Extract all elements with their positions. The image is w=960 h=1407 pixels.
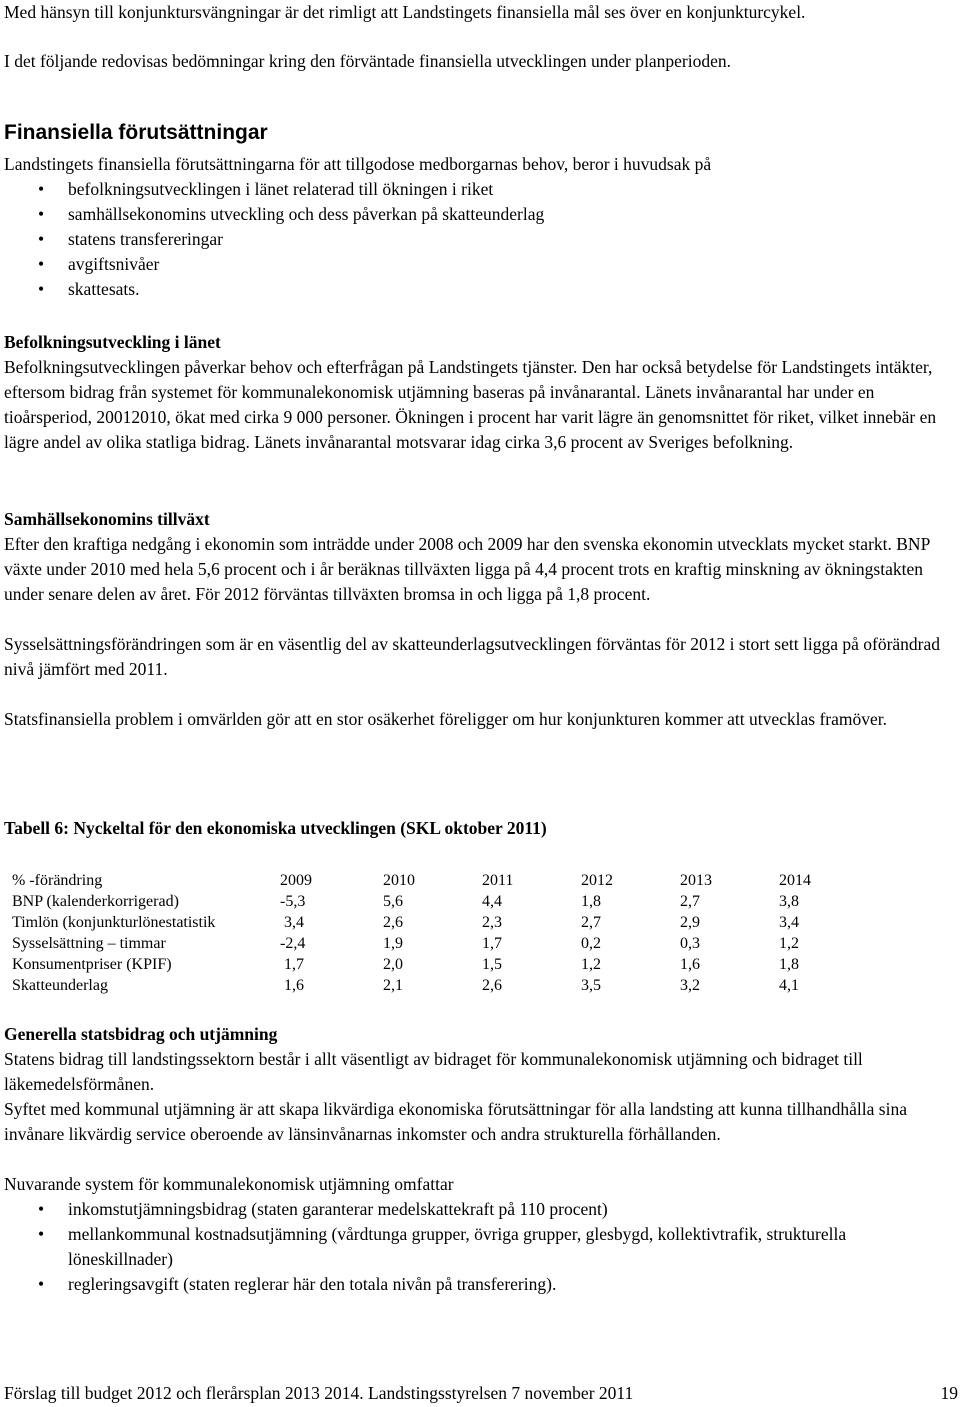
- statsbidrag-paragraph-3: Nuvarande system för kommunalekonomisk utjämning omfattar: [4, 1174, 454, 1194]
- table-cell: 2,9: [680, 914, 700, 931]
- footer-text: Förslag till budget 2012 och flerårsplan 2013 2014. Landstingsstyrelsen 7 november 2011: [4, 1383, 634, 1403]
- list-item: • avgiftsnivåer: [4, 252, 954, 277]
- table-row: [12, 912, 878, 933]
- table-cell: 1,6: [284, 977, 304, 994]
- befolkning-section: [4, 330, 954, 455]
- list-item: • skattesats.: [4, 277, 954, 302]
- intro-paragraph-2: I det följande redovisas bedömningar kring den förväntade finansiella utvecklingen under planperioden.: [4, 51, 731, 71]
- list-item: • samhällsekonomins utveckling och dess påverkan på skatteunderlag: [4, 202, 954, 227]
- table-cell: 4,1: [779, 977, 799, 994]
- table-cell: 1,8: [581, 893, 601, 910]
- table-header-cell: % -förändring: [12, 872, 103, 889]
- table-header-cell: 2009: [280, 872, 312, 889]
- table-cell: 1,9: [383, 935, 403, 952]
- table-header-cell: 2012: [581, 872, 613, 889]
- heading-finansiella: Finansiella förutsättningar: [4, 121, 268, 144]
- table-caption: Tabell 6: Nyckeltal för den ekonomiska utvecklingen (SKL oktober 2011): [4, 818, 547, 838]
- table-cell: Sysselsättning – timmar: [12, 935, 166, 952]
- table-cell: 3,8: [779, 893, 799, 910]
- list-item: • inkomstutjämningsbidrag (staten garanterar medelskattekraft på 110 procent): [4, 1197, 954, 1222]
- table-cell: 2,6: [482, 977, 502, 994]
- statsbidrag-paragraph-1: Statens bidrag till landstingssektorn består i allt väsentligt av bidraget för kommunalekonomisk utjämning och bidraget till läkemedelsförmånen.: [4, 1049, 863, 1094]
- table-cell: 2,0: [383, 956, 403, 973]
- statsbidrag-section: [4, 1022, 954, 1297]
- table-header-cell: 2010: [383, 872, 415, 889]
- table-cell: 0,3: [680, 935, 700, 952]
- finansiella-bullet-list: [4, 177, 954, 302]
- heading-befolkning: Befolkningsutveckling i länet: [4, 332, 221, 352]
- table-cell: 1,2: [779, 935, 799, 952]
- table-cell: -5,3: [280, 893, 306, 910]
- table-cell: -2,4: [280, 935, 306, 952]
- table-cell: 4,4: [482, 893, 502, 910]
- table-cell: Konsumentpriser (KPIF): [12, 956, 172, 973]
- list-item: • mellankommunal kostnadsutjämning (vårdtunga grupper, övriga grupper, glesbygd, kollektivtrafik, strukturella löneskillnader): [4, 1222, 954, 1272]
- table-header-row: [12, 870, 878, 891]
- list-item: • regleringsavgift (staten reglerar här den totala nivån på transferering).: [4, 1272, 954, 1297]
- table-cell: 1,6: [680, 956, 700, 973]
- table-cell: Timlön (konjunkturlönestatistik: [12, 914, 216, 931]
- table-cell: BNP (kalenderkorrigerad): [12, 893, 179, 910]
- table-cell: 1,8: [779, 956, 799, 973]
- list-item: • befolkningsutvecklingen i länet relaterad till ökningen i riket: [4, 177, 954, 202]
- page-footer: [4, 1382, 960, 1404]
- statsbidrag-paragraph-2: Syftet med kommunal utjämning är att skapa likvärdiga ekonomiska förutsättningar för alla landsting att kunna tillhandhålla sina invånare likvärdig service oberoende av länsinvånarnas inkomster och andra strukturella förhållanden.: [4, 1099, 907, 1144]
- statsbidrag-bullet-list: [4, 1197, 954, 1297]
- table-cell: 5,6: [383, 893, 403, 910]
- finansiella-section: [4, 152, 954, 302]
- table-row: [12, 975, 878, 996]
- nyckeltal-table: [12, 870, 878, 996]
- table-cell: 2,1: [383, 977, 403, 994]
- table-cell: 2,6: [383, 914, 403, 931]
- table-header-cell: 2014: [779, 872, 811, 889]
- page-number: 19: [940, 1383, 958, 1403]
- table-cell: 0,2: [581, 935, 601, 952]
- samhall-paragraph-2: Sysselsättningsförändringen som är en väsentlig del av skatteunderlagsutvecklingen förväntas för 2012 i stort sett ligga på oförändrad nivå jämfört med 2011.: [4, 634, 941, 679]
- table-cell: Skatteunderlag: [12, 977, 108, 994]
- heading-statsbidrag: Generella statsbidrag och utjämning: [4, 1024, 278, 1044]
- table-cell: 3,4: [284, 914, 304, 931]
- table-cell: 3,5: [581, 977, 601, 994]
- finansiella-lead: Landstingets finansiella förutsättningarna för att tillgodose medborgarnas behov, beror i huvudsak på: [4, 154, 712, 174]
- intro-paragraph-1: Med hänsyn till konjunktursvängningar är det rimligt att Landstingets finansiella mål ses över en konjunkturcykel.: [4, 2, 806, 22]
- heading-samhall: Samhällsekonomins tillväxt: [4, 509, 210, 529]
- table-cell: 2,7: [680, 893, 700, 910]
- samhall-paragraph-3: Statsfinansiella problem i omvärlden gör att en stor osäkerhet föreligger om hur konjunkturen kommer att utvecklas framöver.: [4, 709, 888, 729]
- table-cell: 1,7: [482, 935, 502, 952]
- table-header-cell: 2013: [680, 872, 712, 889]
- table-row: [12, 933, 878, 954]
- samhall-paragraph-1: Efter den kraftiga nedgång i ekonomin som inträdde under 2008 och 2009 har den svenska ekonomin utvecklats mycket starkt. BNP växte under 2010 med hela 5,6 procent och i år beräknas tillväxten ligga på 4,4 procent trots en kraftig minskning av ökningstakten under senare delen av året. För 2012 förväntas tillväxten bromsa in och ligga på 1,8 procent.: [4, 534, 930, 604]
- table-cell: 3,4: [779, 914, 799, 931]
- samhall-section: [4, 507, 954, 732]
- table-cell: 1,2: [581, 956, 601, 973]
- table-cell: 3,2: [680, 977, 700, 994]
- table-cell: 1,5: [482, 956, 502, 973]
- table-row: [12, 954, 878, 975]
- table-cell: 2,3: [482, 914, 502, 931]
- table-cell: 1,7: [284, 956, 304, 973]
- befolkning-paragraph: Befolkningsutvecklingen påverkar behov och efterfrågan på Landstingets tjänster. Den har också betydelse för Landstingets intäkter, eftersom bidrag från systemet för kommunalekonomisk utjämning baseras på invånarantal. Länets invånarantal har under en tioårsperiod, 20012010, ökat med cirka 9 000 personer. Ökningen i procent har varit lägre än genomsnittet för riket, vilket innebär en lägre andel av olika statliga bidrag. Länets invånarantal motsvarar idag cirka 3,6 procent av Sveriges befolkning.: [4, 357, 937, 452]
- table-row: [12, 891, 878, 912]
- table-header-cell: 2011: [482, 872, 514, 889]
- list-item: • statens transfereringar: [4, 227, 954, 252]
- table-cell: 2,7: [581, 914, 601, 931]
- intro-section: [4, 0, 954, 74]
